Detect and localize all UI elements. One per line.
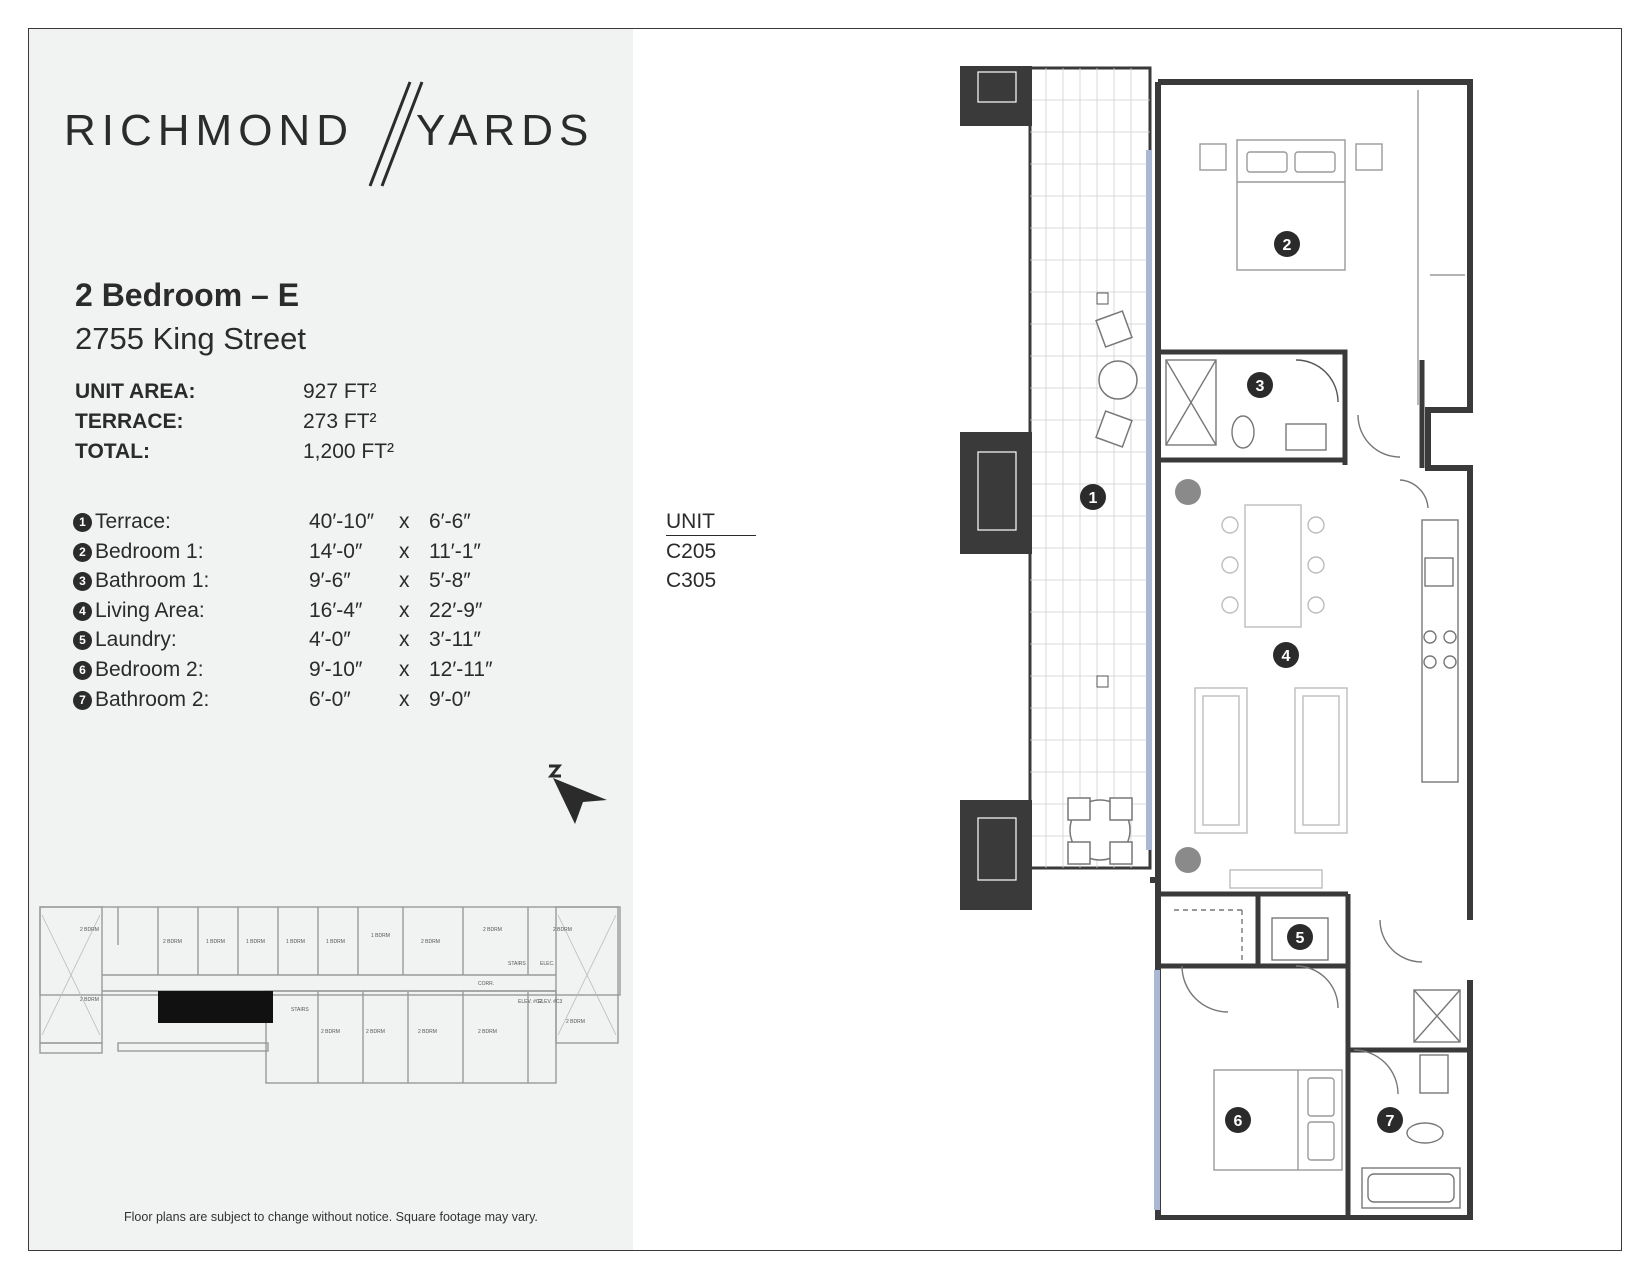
key-plan-label: 1 BDRM <box>246 939 265 945</box>
room-marker-label: 6 <box>1233 1113 1243 1130</box>
unit-number: C305 <box>666 569 717 592</box>
bathroom-2 <box>1354 990 1460 1208</box>
key-plan-label: STAIRS <box>508 961 526 967</box>
room-length: 9′-0″ <box>429 688 471 711</box>
living-area <box>1195 505 1347 888</box>
key-plan-label: CORR. <box>478 981 495 987</box>
key-plan-label: 2 BDRM <box>80 997 99 1003</box>
key-plan-label: 2 BDRM <box>483 927 502 933</box>
room-width: 4′-0″ <box>309 628 351 651</box>
room-length: 11′-1″ <box>429 540 481 563</box>
key-plan-label: 2 BDRM <box>421 939 440 945</box>
room-row <box>73 510 533 536</box>
key-plan-label: 2 BDRM <box>321 1029 340 1035</box>
room-row <box>73 688 533 714</box>
brand-logo <box>64 80 604 190</box>
room-marker-label: 1 <box>1088 490 1098 507</box>
room-name: Bedroom 1: <box>95 540 204 563</box>
terrace-area <box>1030 68 1152 868</box>
room-length: 5′-8″ <box>429 569 471 592</box>
bedroom-2 <box>1154 970 1342 1210</box>
room-times: x <box>399 540 410 563</box>
room-times: x <box>399 599 410 622</box>
room-width: 9′-6″ <box>309 569 351 592</box>
room-row <box>73 628 533 654</box>
key-plan-diagram <box>38 905 623 1085</box>
area-value: 927 FT² <box>303 380 377 403</box>
bathroom-1 <box>1166 360 1338 450</box>
room-times: x <box>399 569 410 592</box>
room-number-badge: 5 <box>73 631 92 650</box>
room-name: Bathroom 2: <box>95 688 210 711</box>
key-plan-label: 2 BDRM <box>418 1029 437 1035</box>
room-length: 12′-11″ <box>429 658 493 681</box>
room-number-badge: 7 <box>73 691 92 710</box>
key-plan-label: 1 BDRM <box>286 939 305 945</box>
key-plan-label: 1 BDRM <box>206 939 225 945</box>
area-label: TOTAL: <box>75 440 151 463</box>
room-width: 9′-10″ <box>309 658 363 681</box>
area-value: 273 FT² <box>303 410 377 433</box>
key-plan-label: 2 BDRM <box>163 939 182 945</box>
room-times: x <box>399 510 410 533</box>
key-plan-label: 2 BDRM <box>478 1029 497 1035</box>
room-marker-label: 2 <box>1282 237 1292 254</box>
room-width: 14′-0″ <box>309 540 363 563</box>
room-number-badge: 6 <box>73 661 92 680</box>
unit-list-heading: UNIT <box>666 510 756 536</box>
room-width: 6′-0″ <box>309 688 351 711</box>
room-row <box>73 658 533 684</box>
room-times: x <box>399 658 410 681</box>
room-row <box>73 540 533 566</box>
room-name: Laundry: <box>95 628 177 651</box>
logo-slash-icon <box>364 80 424 190</box>
room-name: Bedroom 2: <box>95 658 204 681</box>
room-name: Living Area: <box>95 599 205 622</box>
room-marker-label: 5 <box>1295 930 1305 947</box>
key-plan-label: 2 BDRM <box>80 927 99 933</box>
room-name: Terrace: <box>95 510 171 533</box>
unit-title: 2 Bedroom – E <box>75 277 300 313</box>
room-name: Bathroom 1: <box>95 569 210 592</box>
room-number-badge: 3 <box>73 572 92 591</box>
area-label: TERRACE: <box>75 410 184 433</box>
room-number-badge: 4 <box>73 602 92 621</box>
bedroom-1 <box>1200 90 1465 405</box>
room-marker-label: 4 <box>1281 648 1291 665</box>
room-times: x <box>399 628 410 651</box>
room-length: 3′-11″ <box>429 628 481 651</box>
unit-number: C205 <box>666 540 717 563</box>
room-width: 16′-4″ <box>309 599 363 622</box>
room-times: x <box>399 688 410 711</box>
key-plan-label: 2 BDRM <box>566 1019 585 1025</box>
key-plan-label: 2 BDRM <box>366 1029 385 1035</box>
unit-address: 2755 King Street <box>75 321 306 356</box>
brand-name-right: YARDS <box>416 106 595 155</box>
brand-name-left: RICHMOND <box>64 106 354 155</box>
area-label: UNIT AREA: <box>75 380 196 403</box>
room-number-badge: 2 <box>73 543 92 562</box>
room-marker-label: 3 <box>1255 378 1265 395</box>
disclaimer-note: Floor plans are subject to change without notice. Square footage may vary. <box>124 1210 538 1224</box>
key-plan-label: ELEV. #C3 <box>538 999 563 1005</box>
room-width: 40′-10″ <box>309 510 375 533</box>
room-row <box>73 569 533 595</box>
key-plan-highlight <box>158 991 273 1023</box>
room-length: 6′-6″ <box>429 510 471 533</box>
room-length: 22′-9″ <box>429 599 483 622</box>
key-plan-label: 1 BDRM <box>371 933 390 939</box>
north-arrow-icon <box>545 760 615 830</box>
room-marker-label: 7 <box>1385 1113 1395 1130</box>
area-value: 1,200 FT² <box>303 440 395 463</box>
key-plan-label: 1 BDRM <box>326 939 345 945</box>
key-plan-label: STAIRS <box>291 1007 309 1013</box>
room-number-badge: 1 <box>73 513 92 532</box>
key-plan-label: ELEV. #C2 <box>518 999 543 1005</box>
floor-plan <box>960 60 1520 1220</box>
key-plan-label: ELEC. <box>540 961 555 967</box>
room-row <box>73 599 533 625</box>
key-plan-label: 2 BDRM <box>553 927 572 933</box>
